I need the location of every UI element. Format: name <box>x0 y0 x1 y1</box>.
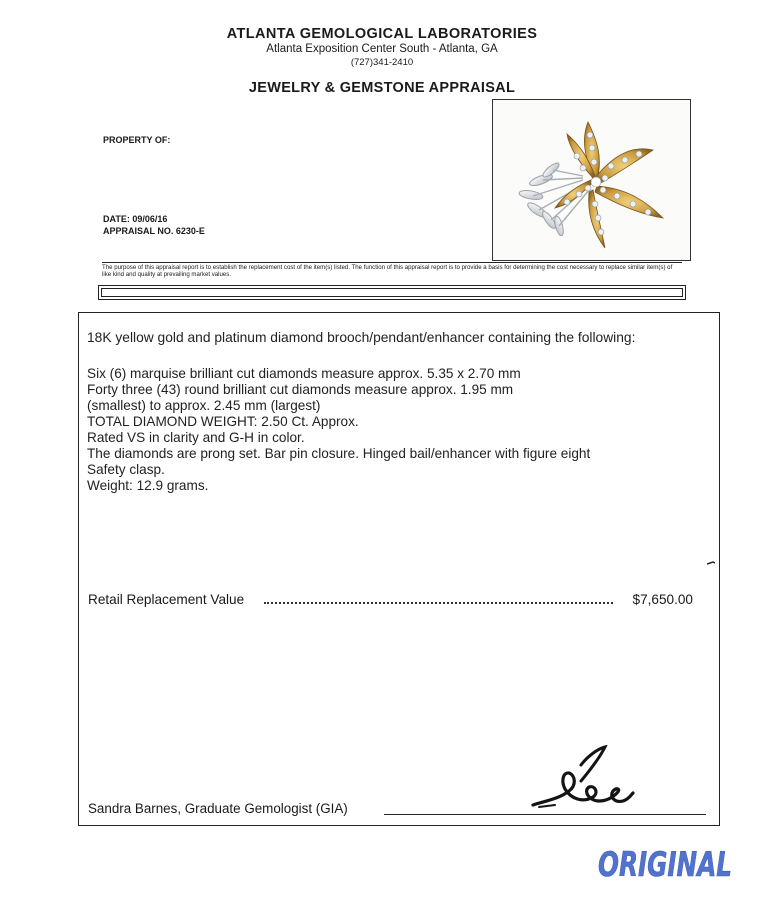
brooch-photo <box>493 100 690 260</box>
detail-line: (smallest) to approx. 2.45 mm (largest) <box>87 398 321 413</box>
retail-value-row <box>88 592 693 607</box>
svg-text:ORIGINAL: ORIGINAL <box>598 845 732 882</box>
retail-value-label: Retail Replacement Value <box>88 592 245 607</box>
signature-line <box>384 814 706 815</box>
detail-line: Safety clasp. <box>87 462 165 477</box>
date-value: 09/06/16 <box>132 214 168 224</box>
scan-mark <box>707 560 715 566</box>
appraisal-number-value: 6230-E <box>175 226 205 236</box>
document-title: JEWELRY & GEMSTONE APPRAISAL <box>248 80 516 96</box>
detail-line: Six (6) marquise brilliant cut diamonds measure approx. 5.35 x 2.70 mm <box>87 366 521 381</box>
detail-line: The diamonds are prong set. Bar pin closure. Hinged bail/enhancer with figure eight <box>87 446 591 461</box>
detail-line: Rated VS in clarity and G-H in color. <box>87 430 305 445</box>
gold-petals <box>555 122 663 248</box>
jewelry-photo-frame <box>492 99 691 261</box>
appraisal-number-row <box>103 226 205 236</box>
detail-line: TOTAL DIAMOND WEIGHT: 2.50 Ct. Approx. <box>87 414 359 429</box>
lab-phone: (727)341-2410 <box>350 57 414 68</box>
date-label: DATE: <box>103 214 130 224</box>
handwritten-signature <box>525 745 635 813</box>
purpose-statement: The purpose of this appraisal report is to establish the replacement cost of the item(s) listed. The function of this appraisal report is to provide a basis for determining the cost necessary to replace similar item(s) of like kind and quality at prevailing market values. <box>102 262 682 279</box>
detail-line: Forty three (43) round brilliant cut diamonds measure approx. 1.95 mm <box>87 382 514 397</box>
original-stamp <box>596 838 736 882</box>
divider-bar-inner <box>101 288 683 297</box>
item-details <box>87 366 697 494</box>
appraiser-name: Sandra Barnes, Graduate Gemologist (GIA) <box>88 801 348 816</box>
retail-value-amount: $7,650.00 <box>632 592 693 607</box>
property-of-label: PROPERTY OF: <box>103 135 171 145</box>
appraisal-number-label: APPRAISAL NO. <box>103 226 174 236</box>
lab-name: ATLANTA GEMOLOGICAL LABORATORIES <box>226 26 538 42</box>
date-row <box>103 214 167 224</box>
item-heading: 18K yellow gold and platinum diamond brooch/pendant/enhancer containing the following: <box>87 330 636 345</box>
divider-bar <box>98 285 686 300</box>
detail-line: Weight: 12.9 grams. <box>87 478 209 493</box>
lab-address: Atlanta Exposition Center South - Atlanta, GA <box>266 43 498 55</box>
leader-dots <box>264 602 613 604</box>
